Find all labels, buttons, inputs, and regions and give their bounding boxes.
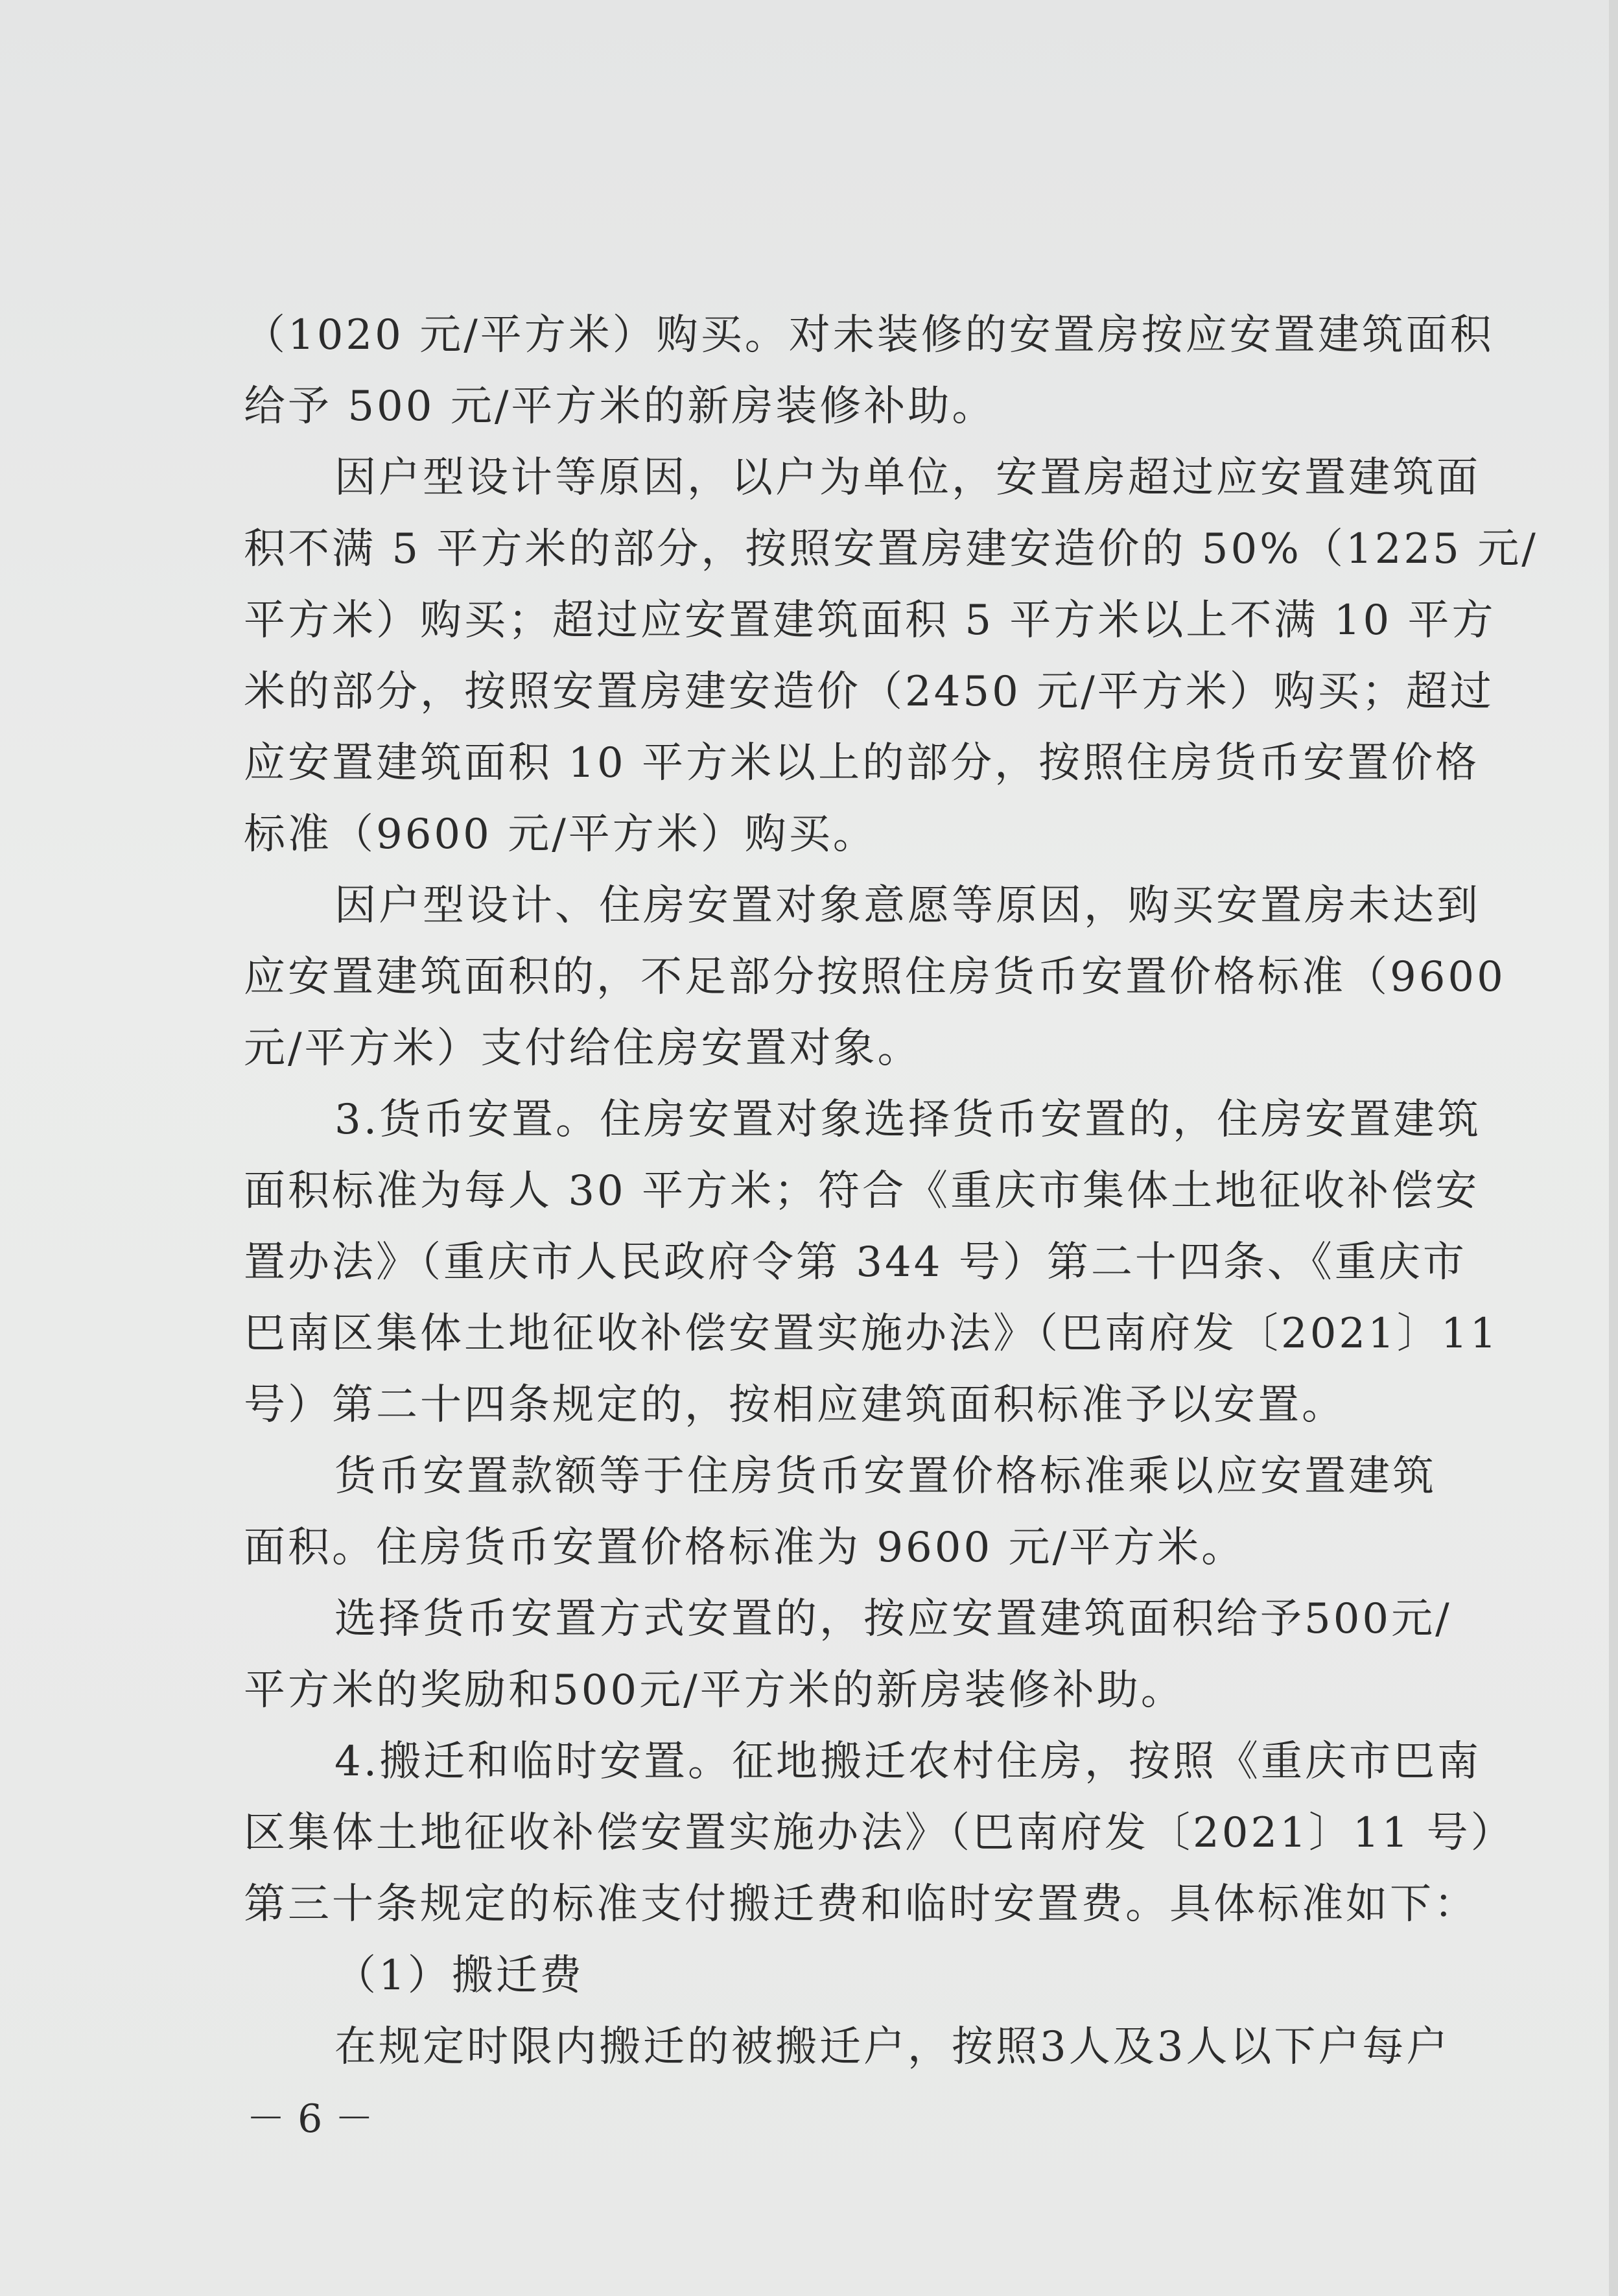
text-line: 巴南区集体土地征收补偿安置实施办法》（巴南府发〔2021〕11 [244,1310,1499,1358]
text-line: 3.货币安置。住房安置对象选择货币安置的，住房安置建筑 [334,1096,1482,1144]
text-line: 标准（9600 元/平方米）购买。 [244,811,877,858]
text-line: 平方米）购买；超过应安置建筑面积 5 平方米以上不满 10 平方 [244,597,1496,645]
text-line: 因户型设计、住房安置对象意愿等原因，购买安置房未达到 [334,882,1481,930]
text-line: 第三十条规定的标准支付搬迁费和临时安置费。具体标准如下： [244,1880,1478,1928]
page-number: － 6 － [246,2096,374,2142]
text-line: 应安置建筑面积的，不足部分按照住房货币安置价格标准（9600 [244,953,1506,1001]
text-line: 面积标准为每人 30 平方米；符合《重庆市集体土地征收补偿安 [244,1167,1480,1215]
text-line: （1020 元/平方米）购买。对未装修的安置房按应安置建筑面积 [244,311,1494,359]
scan-edge [1609,0,1618,2296]
text-line: 平方米的奖励和500元/平方米的新房装修补助。 [244,1666,1185,1714]
text-line: 米的部分，按照安置房建安造价（2450 元/平方米）购买；超过 [244,668,1494,716]
text-line: 在规定时限内搬迁的被搬迁户，按照3人及3人以下户每户 [334,2023,1451,2071]
text-line: 因户型设计等原因，以户为单位，安置房超过应安置建筑面 [334,454,1481,502]
text-line: 给予 500 元/平方米的新房装修补助。 [244,383,996,431]
text-line: 货币安置款额等于住房货币安置价格标准乘以应安置建筑 [334,1452,1436,1500]
text-line: （1）搬迁费 [334,1952,584,2000]
text-line: 元/平方米）支付给住房安置对象。 [244,1024,922,1072]
text-line: 选择货币安置方式安置的，按应安置建筑面积给予500元/ [334,1595,1452,1643]
body-text [244,300,1538,2083]
text-line: 面积。住房货币安置价格标准为 9600 元/平方米。 [244,1524,1246,1572]
text-line: 应安置建筑面积 10 平方米以上的部分，按照住房货币安置价格 [244,739,1480,787]
text-line: 区集体土地征收补偿安置实施办法》（巴南府发〔2021〕11 号） [244,1809,1515,1857]
text-line: 积不满 5 平方米的部分，按照安置房建安造价的 50%（1225 元/ [244,525,1538,573]
text-line: 4.搬迁和临时安置。征地搬迁农村住房，按照《重庆市巴南 [334,1738,1482,1786]
text-line: 号）第二十四条规定的，按相应建筑面积标准予以安置。 [244,1381,1346,1429]
text-line: 置办法》（重庆市人民政府令第 344 号）第二十四条、《重庆市 [244,1238,1467,1286]
